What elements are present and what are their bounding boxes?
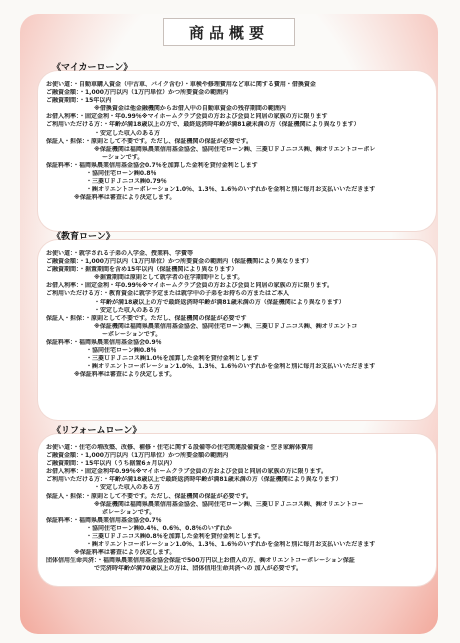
text-line: ご融資金額：・1,000万円以内（1万円単位）かつ所要資金の範囲内 xyxy=(46,89,229,97)
text-line: ・三菱ＵＦＪニコス㈱0.8％を加算した金利を貸付金利とします。 xyxy=(86,533,265,541)
section-lines xyxy=(46,81,430,202)
section-heading: 《教育ローン》 xyxy=(52,232,115,242)
section-lines xyxy=(46,250,430,380)
text-line: 保証料率：・福岡県農業信用基金協会0.7％を加算した金利を貸付金利とします xyxy=(46,161,258,169)
text-line: ・協同住宅ローン㈱0.4％、0.6％、0.8％のいずれか xyxy=(86,524,232,532)
text-line: お使い道：・自動車購入資金（中古車、バイク含む）・車検や修理費用など車に関する費用・借換資金 xyxy=(46,81,316,88)
text-line: 保証人・担保：・原則として不要です。ただし、保証機関の保証が必要です。 xyxy=(46,137,253,145)
text-line: ・三菱ＵＦＪニコス㈱0.79％ xyxy=(86,178,167,186)
text-line: お使い道：・住宅の増改築、改修、補修・住宅に関する設備等の住宅関連設備資金・空き家解体費用 xyxy=(46,444,314,451)
text-line: ご利用いただける方：・年齢が満18歳以上の方で、最終返済時年齢が満81歳未満の方（保証機関により異なります） xyxy=(46,121,360,129)
text-line: ※据置期間は原則として就学者の在学期間中とします。 xyxy=(94,274,244,282)
text-line: ・㈱オリエントコーポレーション1.0％、1.3％、1.6％のいずれかを金利と別に毎月お支払いいただきます xyxy=(86,363,376,371)
text-line: ・三菱ＵＦＪニコス㈱1.0％を加算した金利を貸付金利とします xyxy=(86,355,259,363)
text-line: ・㈱オリエントコーポレーション1.0％、1.3％、1.6％のいずれかを金利と別に毎月お支払いいただきます xyxy=(86,541,376,549)
text-line: ご利用いただける方：・年齢が満18歳以上で最終返済時年齢が満81歳未満の方（保証機関により異なります） xyxy=(46,476,342,484)
text-line: ご融資金額：・1,000万円以内（1万円単位）かつ所要金額の範囲内 xyxy=(46,452,229,460)
text-line: ・安定した収入のある方 xyxy=(94,484,161,492)
text-line: ・安定した収入のある方 xyxy=(94,306,161,314)
text-line: ・協同住宅ローン㈱0.8％ xyxy=(86,347,157,355)
text-line: ーションです。 xyxy=(102,153,144,161)
text-line: ポレーションです。 xyxy=(102,508,156,516)
text-line: 保証料率：・福岡県農業信用基金協会0.9％ xyxy=(46,339,162,347)
text-line: お借入利率：・固定金利・年0.99％※マイホームクラブ会員の方および会員と同居の家族の方に限ります xyxy=(46,113,328,121)
text-line: ※保証機関は福岡県農業信用基金協会、協同住宅ローン㈱、三菱ＵＦＪニコス㈱、㈱オリエントコ xyxy=(94,322,358,330)
text-line: ・協同住宅ローン㈱0.8％ xyxy=(86,170,157,178)
text-line: 保証人・担保：・原則として不要です。ただし、保証機関の保証が必要です。 xyxy=(46,492,253,500)
text-line: ・年齢が満18歳以上の方で最終返済時年齢が満81歳未満の方（保証機関により異なります） xyxy=(94,298,345,306)
page-title: 商品概要 xyxy=(163,18,295,46)
text-line: 団体信用生命共済：・福岡県農業信用基金協会保証で500万円以上お借入の方、㈱オリエントコーポレーション保証 xyxy=(46,557,355,565)
text-line: ご融資期間：・15年以内（うち据置6ヵ月以内） xyxy=(46,460,176,468)
text-line: ・㈱オリエントコーポレーション1.0％、1.3％、1.6％のいずれかを金利と別に毎月お支払いいただきます xyxy=(86,186,376,194)
text-line: 保証人・担保：・原則として不要です。ただし、保証機関の保証が必要です xyxy=(46,314,247,322)
text-line: ーポレーションです。 xyxy=(102,330,162,338)
section-heading: 《リフォームローン》 xyxy=(52,426,142,436)
section-lines xyxy=(46,444,430,574)
text-line: ※保証機関は福岡県農業信用基金協会、協同住宅ローン㈱、三菱ＵＦＪニコス㈱、㈱オリエントコー xyxy=(94,500,364,508)
text-line: ご融資期間：・15年以内 xyxy=(46,97,112,105)
text-line: ※保証料率は審査により決定します。 xyxy=(74,549,176,557)
text-line: ※保証料率は審査により決定します。 xyxy=(74,371,176,379)
section-heading: 《マイカーローン》 xyxy=(52,63,133,73)
text-line: ご融資金額：・1,000万円以内（1万円単位）かつ所要資金の範囲内（保証機関により異なります） xyxy=(46,258,313,266)
text-line: で完済時年齢が満70歳以上の方は、団体信用生命共済への 加入が必要です。 xyxy=(94,565,302,573)
section-mycar-loan xyxy=(38,63,436,231)
text-line: ご利用いただける方：・教育資金に就学予定または就学中の子弟をお持ちの方またはご本人 xyxy=(46,290,290,298)
text-line: ※借換資金は他金融機関からお借入中の自動車資金の残存期間の範囲内 xyxy=(94,105,286,113)
text-line: ※保証料率は審査により決定します。 xyxy=(74,194,176,202)
text-line: お借入利率：・固定金利年0.99％※マイホームクラブ会員の方および会員と同居の家族の方に限ります。 xyxy=(46,468,328,476)
text-line: お借入利率：・固定金利・年0.99％※マイホームクラブ会員の方および会員と同居の家族の方に限ります。 xyxy=(46,282,334,290)
text-line: 保証料率：・福岡県農業信用基金協会0.7％ xyxy=(46,516,162,524)
section-education-loan xyxy=(38,232,436,420)
text-line: ご融資期間：・据置期間を含め15年以内（保証機関により異なります） xyxy=(46,266,238,274)
section-reform-loan xyxy=(38,426,436,586)
text-line: お使い道：・就学される子弟の入学金、授業料、学費等 xyxy=(46,250,194,257)
text-line: ・安定した収入のある方 xyxy=(94,129,161,137)
text-line: ※保証機関は福岡県農業信用基金協会、協同住宅ローン㈱、三菱ＵＦＪニコス㈱、㈱オリエントコーポレ xyxy=(94,145,376,153)
